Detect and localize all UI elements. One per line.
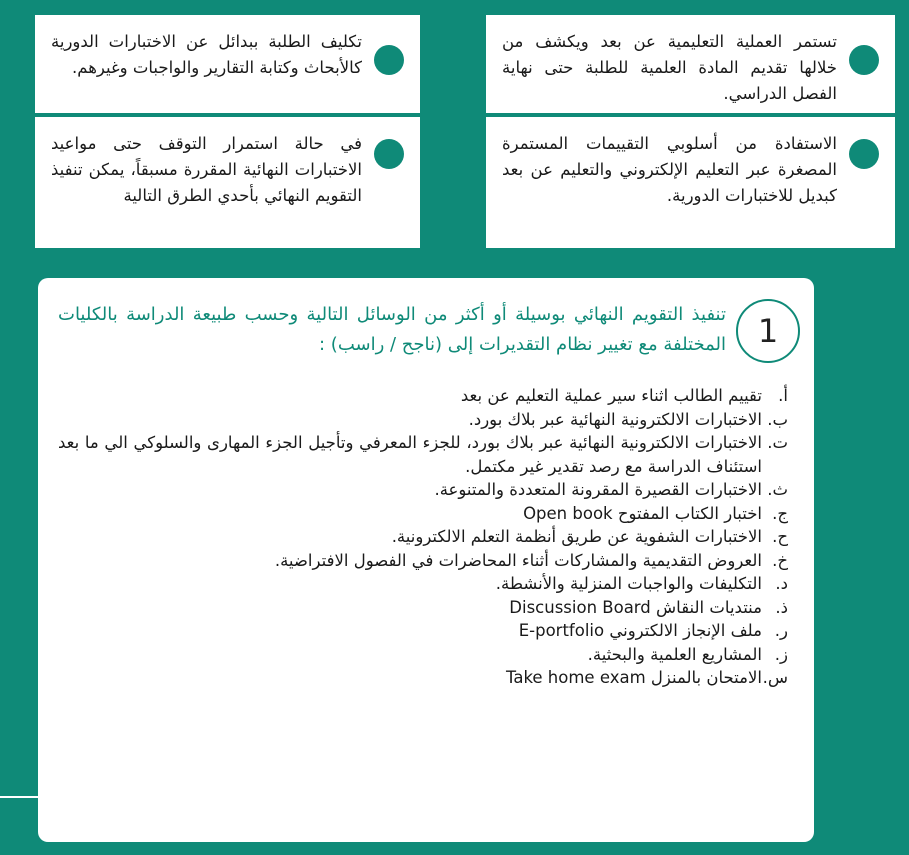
evaluation-methods-panel <box>38 278 814 842</box>
item-text: منتديات النقاش Discussion Board <box>509 597 762 617</box>
info-card-4 <box>35 117 420 248</box>
bullet-dot-icon <box>374 45 404 75</box>
bullet-dot-icon <box>849 45 879 75</box>
item-text: الاختبارات الالكترونية النهائية عبر بلاك بورد. <box>468 409 762 429</box>
item-text: الاختبارات الشفوية عن طريق أنظمة التعلم الالكترونية. <box>391 527 762 546</box>
card-text: تستمر العملية التعليمية عن بعد ويكشف من خلالها تقديم المادة العلمية للطلبة حتى نهاية الفصل الدراسي. <box>502 32 837 103</box>
list-item <box>58 502 788 526</box>
divider-line <box>0 796 38 798</box>
list-item <box>58 572 788 596</box>
item-marker: ج. <box>772 503 788 523</box>
item-text: تقييم الطالب اثناء سير عملية التعليم عن بعد <box>460 386 762 405</box>
list-item <box>58 478 788 502</box>
item-marker: أ. <box>778 386 788 405</box>
section-heading: تنفيذ التقويم النهائي بوسيلة أو أكثر من الوسائل التالية وحسب طبيعة الدراسة بالكليات المختلفة مع تغيير نظام التقديرات إلى (ناجح / راسب) : <box>58 304 726 355</box>
list-item <box>58 525 788 549</box>
section-number-badge: 1 <box>736 299 800 363</box>
list-item <box>58 596 788 620</box>
item-marker: خ. <box>772 550 788 570</box>
info-card-2 <box>486 117 895 248</box>
item-text: اختبار الكتاب المفتوح Open book <box>523 503 762 523</box>
item-marker: ب. <box>767 409 788 429</box>
list-item <box>58 384 788 408</box>
item-text: العروض التقديمية والمشاركات أثناء المحاضرات في الفصول الافتراضية. <box>274 550 762 570</box>
list-item <box>58 619 788 643</box>
item-marker: س. <box>762 668 788 687</box>
item-marker: ت. <box>767 433 788 452</box>
card-text: تكليف الطلبة ببدائل عن الاختبارات الدورية كالأبحاث وكتابة التقارير والواجبات وغيرهم. <box>51 32 362 77</box>
item-marker: د. <box>775 574 788 593</box>
item-text: الامتحان بالمنزل Take home exam <box>505 668 762 687</box>
info-card-1 <box>486 15 895 113</box>
item-marker: ح. <box>772 527 788 546</box>
list-item <box>58 643 788 667</box>
card-text: في حالة استمرار التوقف حتى مواعيد الاختبارات النهائية المقررة مسبقاً، يمكن تنفيذ التقويم النهائي بأحدي الطرق التالية <box>51 134 362 205</box>
item-text: ملف الإنجاز الالكتروني E-portfolio <box>518 621 762 640</box>
item-text: الاختبارات القصيرة المقرونة المتعددة والمتنوعة. <box>434 480 762 499</box>
methods-list <box>58 384 788 690</box>
card-text: الاستفادة من أسلوبي التقييمات المستمرة المصغرة عبر التعليم الإلكتروني والتعليم عن بعد كبديل للاختبارات الدورية. <box>502 134 837 205</box>
bullet-dot-icon <box>849 139 879 169</box>
list-item <box>58 549 788 573</box>
info-card-3 <box>35 15 420 113</box>
item-marker: ث. <box>767 480 788 499</box>
item-text: الاختبارات الالكترونية النهائية عبر بلاك بورد، للجزء المعرفي وتأجيل الجزء المهارى والسلوكي الي ما بعد استئناف الدراسة مع رصد تقدير غير مكتمل. <box>58 433 762 476</box>
item-marker: ذ. <box>775 597 788 617</box>
list-item <box>58 431 788 478</box>
item-text: المشاريع العلمية والبحثية. <box>587 644 762 664</box>
item-text: التكليفات والواجبات المنزلية والأنشطة. <box>495 574 762 593</box>
bullet-dot-icon <box>374 139 404 169</box>
item-marker: ز. <box>774 644 788 664</box>
item-marker: ر. <box>774 621 788 640</box>
list-item <box>58 666 788 690</box>
list-item <box>58 408 788 432</box>
